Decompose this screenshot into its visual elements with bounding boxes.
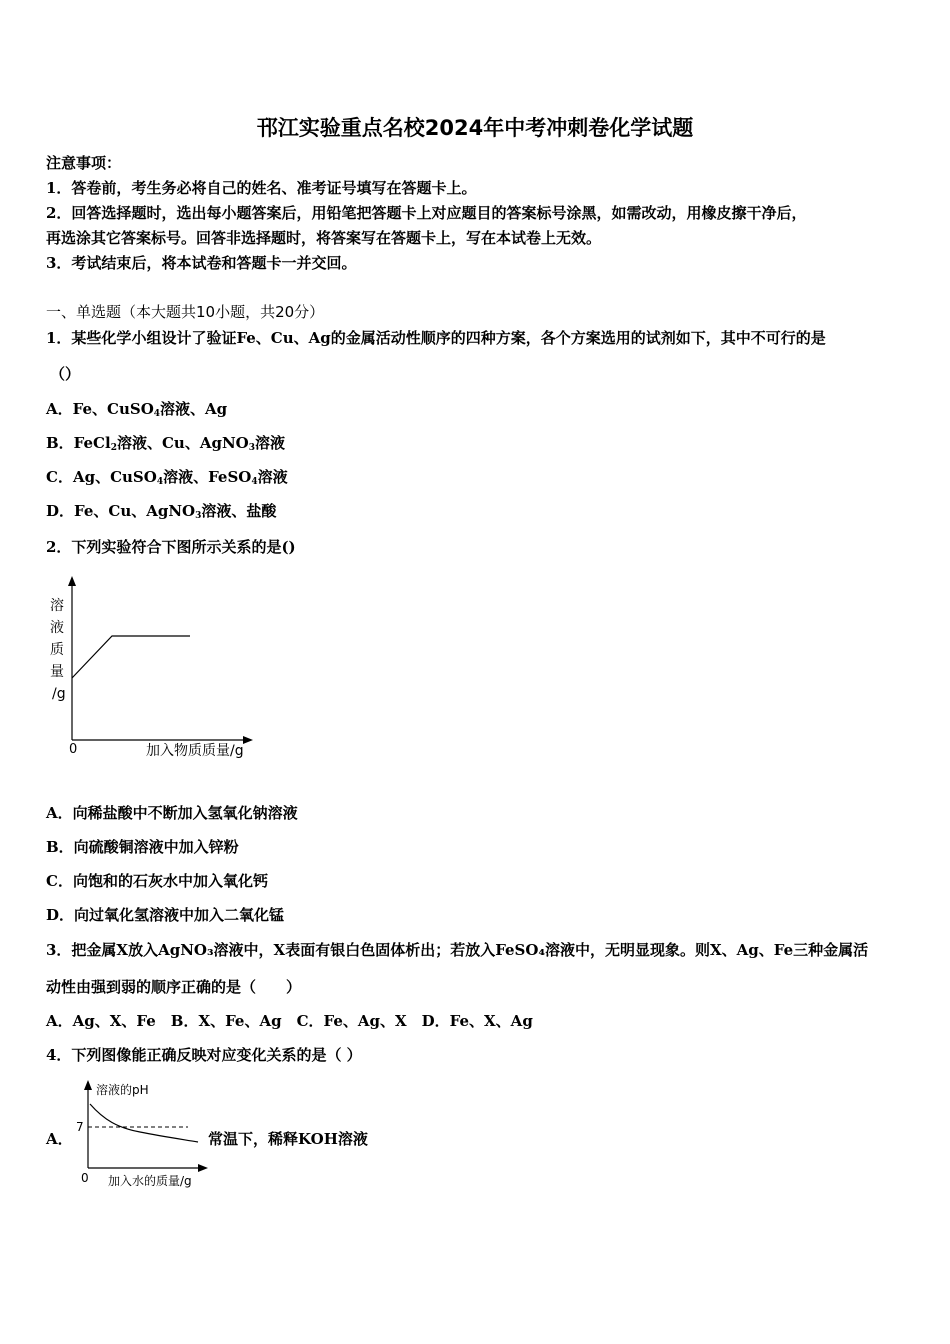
notice-item: 1．答卷前，考生务必将自己的姓名、准考证号填写在答题卡上。 (46, 179, 477, 197)
q4-figure (70, 1076, 210, 1192)
q2-stem: 2．下列实验符合下图所示关系的是() (46, 538, 296, 556)
notice-heading: 注意事项： (46, 154, 122, 172)
q2-option: D．向过氧化氢溶液中加入二氧化锰 (46, 906, 285, 924)
q1-option-a: A．Fe、CuSO$_4$溶液、Ag (46, 400, 228, 419)
notice-item: 3．考试结束后，将本试卷和答题卡一并交回。 (46, 254, 357, 272)
section-heading: 一、单选题（本大题共10小题，共20分） (46, 303, 325, 321)
x-axis-arrow (243, 736, 253, 744)
ylabel-char: /g (52, 686, 66, 702)
notice-item: 再选涂其它答案标号。回答非选择题时，将答案写在答题卡上，写在本试卷上无效。 (46, 229, 602, 247)
q2-figure (44, 572, 264, 764)
ylabel-char: 质 (50, 642, 64, 658)
ylabel-char: 量 (50, 664, 64, 680)
ylabel-char: 液 (50, 620, 64, 636)
y-axis-arrow (68, 576, 76, 586)
x-axis-arrow (198, 1164, 208, 1172)
q2-option: A．向稀盐酸中不断加入氢氧化钠溶液 (46, 804, 298, 822)
notice-item: 2．回答选择题时，选出每小题答案后，用铅笔把答题卡上对应题目的答案标号涂黑，如需改动，用橡皮擦干净后， (46, 204, 807, 222)
q3-options: A．Ag、X、Fe B．X、Fe、Ag C．Fe、Ag、X D．Fe、X、Ag (46, 1012, 533, 1030)
ylabel: 溶液的pH (96, 1083, 149, 1097)
q1-option-d: D．Fe、Cu、AgNO$_3$溶液、盐酸 (46, 502, 277, 521)
ph-curve (90, 1104, 198, 1142)
tick-7: 7 (76, 1120, 84, 1134)
origin-label: 0 (69, 742, 78, 757)
xlabel: 加入物质质量/g (146, 743, 244, 759)
q3-stem-cont: 动性由强到弱的顺序正确的是（ ） (46, 978, 302, 996)
q1-paren: （） (50, 365, 81, 383)
q1-option-b: B．FeCl$_2$溶液、Cu、AgNO$_3$溶液 (46, 434, 285, 453)
q4-stem: 4．下列图像能正确反映对应变化关系的是（ ） (46, 1046, 362, 1064)
curve (72, 636, 190, 678)
q4-option-a-label: A． (46, 1130, 73, 1148)
q4-option-a-text: 常温下，稀释KOH溶液 (208, 1130, 368, 1148)
q1-stem: 1．某些化学小组设计了验证Fe、Cu、Ag的金属活动性顺序的四种方案，各个方案选用的试剂如下，其中不可行的是 (46, 329, 826, 347)
exam-title: 邗江实验重点名校2024年中考冲刺卷化学试题 (256, 116, 694, 140)
xlabel: 加入水的质量/g (108, 1174, 192, 1188)
q2-option: C．向饱和的石灰水中加入氧化钙 (46, 872, 268, 890)
y-axis-arrow (84, 1080, 92, 1090)
origin-label: 0 (81, 1171, 89, 1185)
ylabel-char: 溶 (50, 598, 64, 614)
q1-option-c: C．Ag、CuSO$_4$溶液、FeSO$_4$溶液 (46, 468, 288, 487)
q3-stem: 3．把金属X放入AgNO₃溶液中，X表面有银白色固体析出；若放入FeSO₄溶液中，无明显现象。则X、Ag、Fe三种金属活 (46, 941, 869, 959)
q2-option: B．向硫酸铜溶液中加入锌粉 (46, 838, 239, 856)
